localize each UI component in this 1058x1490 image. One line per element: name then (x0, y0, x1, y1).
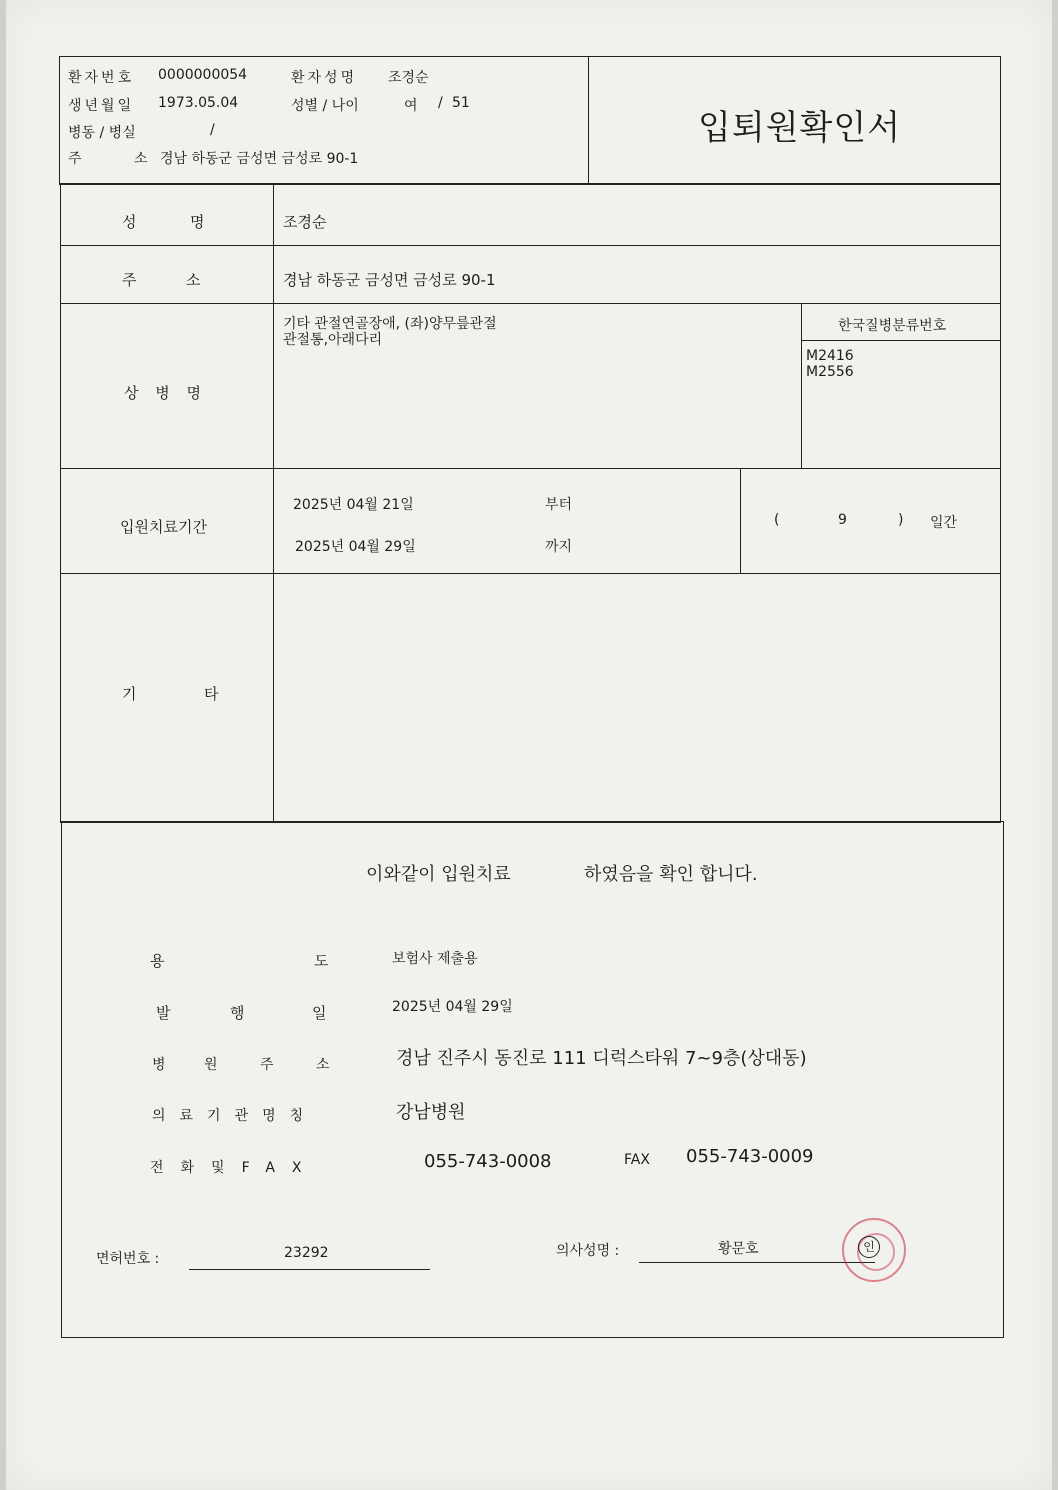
hospital-address: 경남 진주시 동진로 111 디럭스타워 7~9층(상대동) (396, 1048, 807, 1069)
days-close-paren: ) (898, 512, 904, 528)
hosp-addr-label-4: 소 (316, 1057, 330, 1073)
header-address: 경남 하동군 금성면 금성로 90-1 (160, 151, 359, 167)
days-count: 9 (838, 512, 847, 528)
address-label-2: 소 (134, 151, 148, 167)
diagnosis-line-2: 관절통,아래다리 (283, 332, 383, 348)
institution-label: 의료기관명칭 (152, 1108, 318, 1124)
doctor-underline (639, 1262, 875, 1263)
kcd-header-line (801, 340, 1000, 341)
patient-no: 0000000054 (158, 67, 248, 83)
institution-name: 강남병원 (396, 1102, 466, 1123)
period-to-suffix: 까지 (545, 539, 573, 555)
license-label: 면허번호 : (96, 1251, 160, 1267)
patient-name-label: 환자성명 (291, 70, 358, 86)
diagnosis-line-1: 기타 관절연골장애, (좌)양무릎관절 (283, 316, 497, 332)
fax-label: FAX (624, 1152, 650, 1168)
purpose-value: 보험사 제출용 (392, 951, 478, 967)
diagnosis-label: 상 병 명 (124, 384, 208, 402)
row-divider-3 (60, 468, 1000, 469)
sex-value: 여 (404, 98, 418, 114)
sex-age-label: 성별 / 나이 (291, 98, 359, 114)
row-divider-4 (60, 573, 1000, 574)
period-from: 2025년 04월 21일 (293, 497, 414, 513)
issue-label-2: 행 (230, 1004, 245, 1022)
age-value: 51 (452, 95, 470, 111)
days-open-paren: ( (774, 512, 780, 528)
purpose-label-2: 도 (314, 952, 329, 970)
row-divider-2 (60, 303, 1000, 304)
patient-no-label: 환자번호 (68, 70, 135, 86)
fax-number: 055-743-0009 (686, 1146, 814, 1167)
kcd-code-2: M2556 (806, 364, 854, 380)
etc-label-2: 타 (204, 685, 219, 703)
hosp-addr-label-1: 병 (152, 1057, 166, 1073)
name-label-1: 성 (122, 213, 137, 231)
main-table (60, 183, 1001, 823)
label-column-divider (273, 183, 274, 823)
license-number: 23292 (284, 1245, 329, 1261)
addr-value: 경남 하동군 금성면 금성로 90-1 (283, 271, 496, 289)
birth-label: 생년월일 (68, 98, 135, 114)
header-divider (588, 56, 589, 184)
row-divider-1 (60, 245, 1000, 246)
birth-date: 1973.05.04 (158, 95, 239, 111)
issue-date: 2025년 04월 29일 (392, 999, 513, 1015)
phone-number: 055-743-0008 (424, 1151, 552, 1172)
period-to: 2025년 04월 29일 (295, 539, 416, 555)
days-divider (740, 468, 741, 573)
purpose-label-1: 용 (150, 952, 165, 970)
issue-label-3: 일 (312, 1004, 327, 1022)
address-label-1: 주 (68, 151, 82, 167)
phone-label: 전화및FAX (150, 1160, 319, 1176)
ward-separator: / (210, 122, 215, 138)
patient-name: 조경순 (388, 70, 429, 86)
name-value: 조경순 (283, 213, 327, 231)
confirm-text-1: 이와같이 입원치료 (366, 864, 511, 885)
ward-label: 병동 / 병실 (68, 125, 136, 141)
period-from-suffix: 부터 (545, 497, 573, 513)
doctor-label: 의사성명 : (556, 1243, 620, 1259)
kcd-code-1: M2416 (806, 348, 854, 364)
seal-mark: 인 (858, 1236, 880, 1258)
addr-label-2: 소 (186, 271, 201, 289)
issue-label-1: 발 (156, 1004, 171, 1022)
confirm-text-2: 하였음을 확인 합니다. (584, 864, 758, 885)
hosp-addr-label-3: 주 (260, 1057, 274, 1073)
addr-label-1: 주 (122, 271, 137, 289)
name-label-2: 명 (190, 213, 205, 231)
document-title: 입퇴원확인서 (698, 108, 902, 148)
days-unit: 일간 (930, 515, 958, 531)
age-separator: / (438, 95, 443, 111)
hosp-addr-label-2: 원 (204, 1057, 218, 1073)
etc-label-1: 기 (122, 685, 137, 703)
license-underline (189, 1269, 430, 1270)
period-label: 입원치료기간 (120, 518, 207, 536)
kcd-label: 한국질병분류번호 (838, 318, 947, 334)
kcd-divider (801, 303, 802, 468)
doctor-name: 황문호 (718, 1241, 759, 1257)
